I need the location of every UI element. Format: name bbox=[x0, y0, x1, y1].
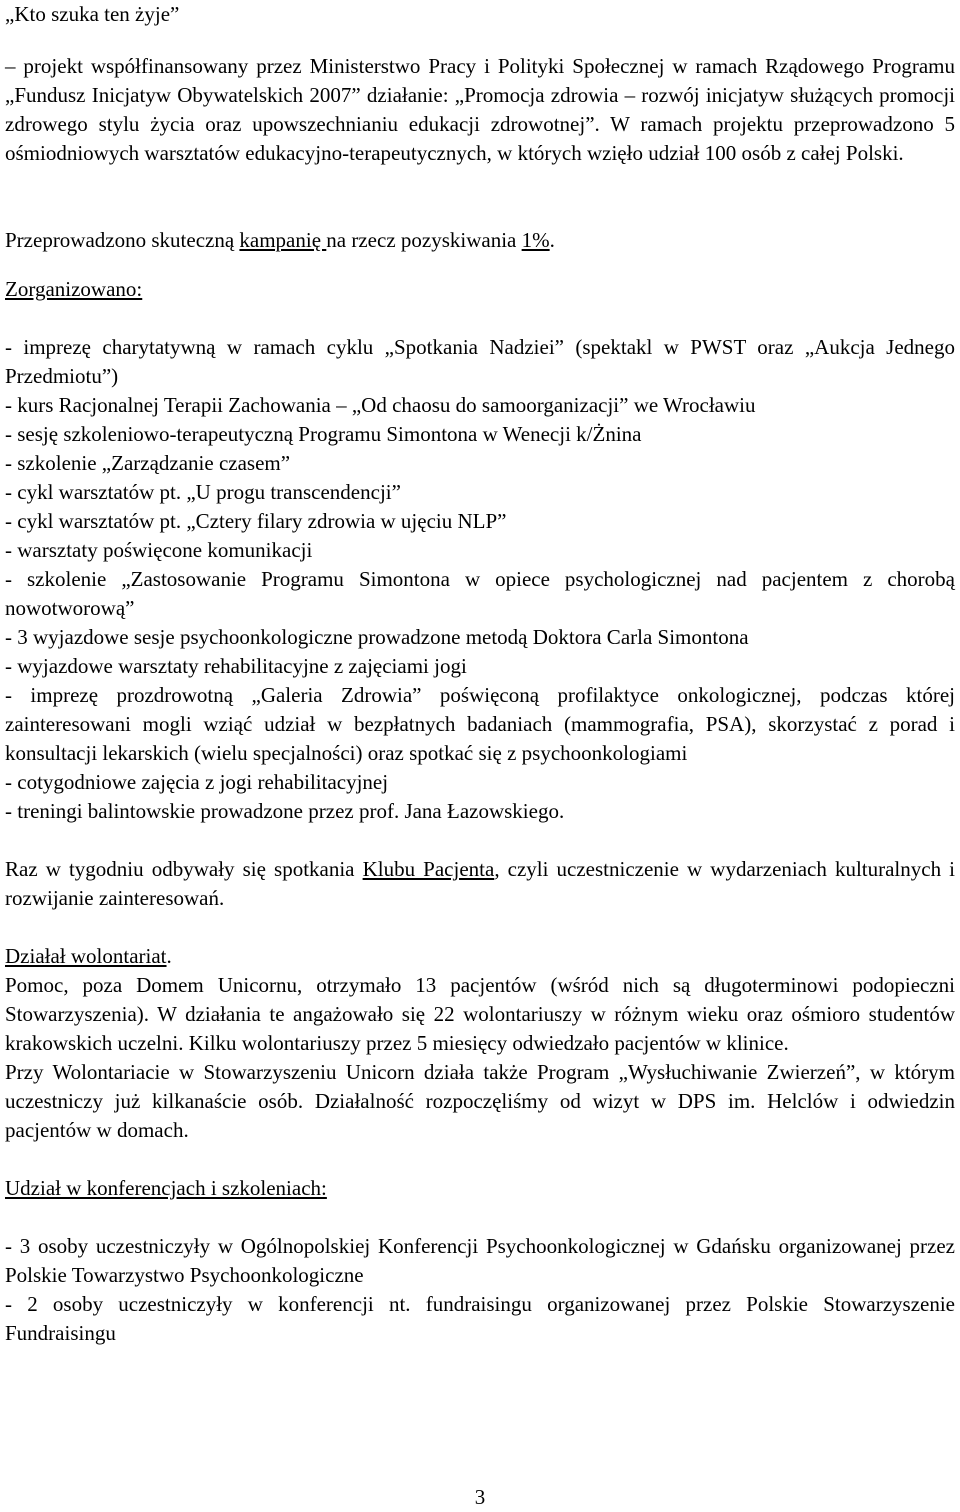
intro-paragraph: – projekt współfinansowany przez Ministerstwo Pracy i Polityki Społecznej w ramach Rządowego Programu „Fundusz Inicjatyw Obywatelskich 2007” działanie: „Promocja zdrowia – rozwój inicjatyw służących promocji zdrowego stylu życia oraz upowszechnianiu edukacji zdrowotnej”. W ramach projektu przeprowadzono 5 ośmiodniowych warsztatów edukacyjno-terapeutycznych, w których wzięło udział 100 osób z całej Polski. bbox=[5, 54, 955, 165]
campaign-link: kampanię bbox=[239, 228, 327, 252]
conferences-list bbox=[5, 1232, 955, 1348]
club-text-before: Raz w tygodniu odbywały się spotkania bbox=[5, 857, 363, 881]
list-item: - 3 wyjazdowe sesje psychoonkologiczne prowadzone metodą Doktora Carla Simontona bbox=[5, 625, 749, 649]
one-percent-link: 1% bbox=[521, 228, 550, 252]
list-item: - kurs Racjonalnej Terapii Zachowania – „Od chaosu do samoorganizacji” we Wrocławiu bbox=[5, 393, 756, 417]
patient-club-link: Klubu Pacjenta bbox=[362, 857, 495, 881]
page-number: 3 bbox=[474, 1485, 486, 1509]
volunteering-heading-text: Działał wolontariat bbox=[5, 944, 167, 968]
conferences-heading bbox=[5, 1174, 955, 1203]
list-item: - sesję szkoleniowo-terapeutyczną Programu Simontona w Wenecji k/Żnina bbox=[5, 422, 642, 446]
volunteering-heading-suffix: . bbox=[166, 944, 172, 968]
conferences-heading-text: Udział w konferencjach i szkoleniach: bbox=[5, 1176, 327, 1200]
volunteering-heading bbox=[5, 942, 955, 971]
list-item: - imprezę charytatywną w ramach cyklu „Spotkania Nadziei” (spektakl w PWST oraz „Aukcja Jednego Przedmiotu”) bbox=[5, 335, 955, 388]
list-item: - imprezę prozdrowotną „Galeria Zdrowia” poświęconą profilaktyce onkologicznej, podczas której zainteresowani mogli wziąć udział w bezpłatnych badaniach (mammografia, PSA), skorzystać z porad i konsultacji lekarskich (wielu specjalności) oraz spotkać się z psychoonkologiami bbox=[5, 683, 955, 765]
volunteering-section bbox=[5, 942, 955, 1145]
list-item: - cykl warsztatów pt. „U progu transcendencji” bbox=[5, 480, 401, 504]
list-item: - cykl warsztatów pt. „Cztery filary zdrowia w ujęciu NLP” bbox=[5, 509, 507, 533]
campaign-text-before: Przeprowadzono skuteczną bbox=[5, 228, 240, 252]
organized-heading-text: Zorganizowano: bbox=[5, 277, 143, 301]
volunteering-paragraph: Przy Wolontariacie w Stowarzyszeniu Unicorn działa także Program „Wysłuchiwanie Zwierzeń”, w którym uczestniczy już kilkanaście osób. Działalność rozpoczęliśmy od wizyt w DPS im. Helclów i odwiedzin pacjentów w domach. bbox=[5, 1060, 955, 1142]
campaign-text-after: . bbox=[549, 228, 555, 252]
list-item: - wyjazdowe warsztaty rehabilitacyjne z zajęciami jogi bbox=[5, 654, 467, 678]
document-title: „Kto szuka ten żyje” bbox=[5, 2, 180, 26]
organized-list bbox=[5, 333, 955, 826]
list-item: - warsztaty poświęcone komunikacji bbox=[5, 538, 313, 562]
list-item: - szkolenie „Zastosowanie Programu Simontona w opiece psychologicznej nad pacjentem z chorobą nowotworową” bbox=[5, 567, 955, 620]
campaign-paragraph bbox=[5, 226, 955, 255]
patient-club-paragraph bbox=[5, 855, 955, 913]
club-text-after: , czyli uczestniczenie w wydarzeniach kulturalnych i rozwijanie zainteresowań. bbox=[5, 857, 955, 910]
list-item: - treningi balintowskie prowadzone przez prof. Jana Łazowskiego. bbox=[5, 799, 565, 823]
campaign-text-middle: na rzecz pozyskiwania bbox=[326, 228, 522, 252]
list-item: - 3 osoby uczestniczyły w Ogólnopolskiej Konferencji Psychoonkologicznej w Gdańsku organizowanej przez Polskie Towarzystwo Psychoonkologiczne bbox=[5, 1234, 955, 1287]
list-item: - 2 osoby uczestniczyły w konferencji nt. fundraisingu organizowanej przez Polskie Stowarzyszenie Fundraisingu bbox=[5, 1292, 955, 1345]
volunteering-paragraph: Pomoc, poza Domem Unicornu, otrzymało 13 pacjentów (wśród nich są długoterminowi podopieczni Stowarzyszenia). W działania te angażowało się 22 wolontariuszy w różnym wieku oraz ośmioro studentów krakowskich uczelni. Kilku wolontariuszy przez 5 miesięcy odwiedzało pacjentów w klinice. bbox=[5, 973, 955, 1055]
list-item: - szkolenie „Zarządzanie czasem” bbox=[5, 451, 291, 475]
list-item: - cotygodniowe zajęcia z jogi rehabilitacyjnej bbox=[5, 770, 389, 794]
organized-heading bbox=[5, 255, 955, 304]
